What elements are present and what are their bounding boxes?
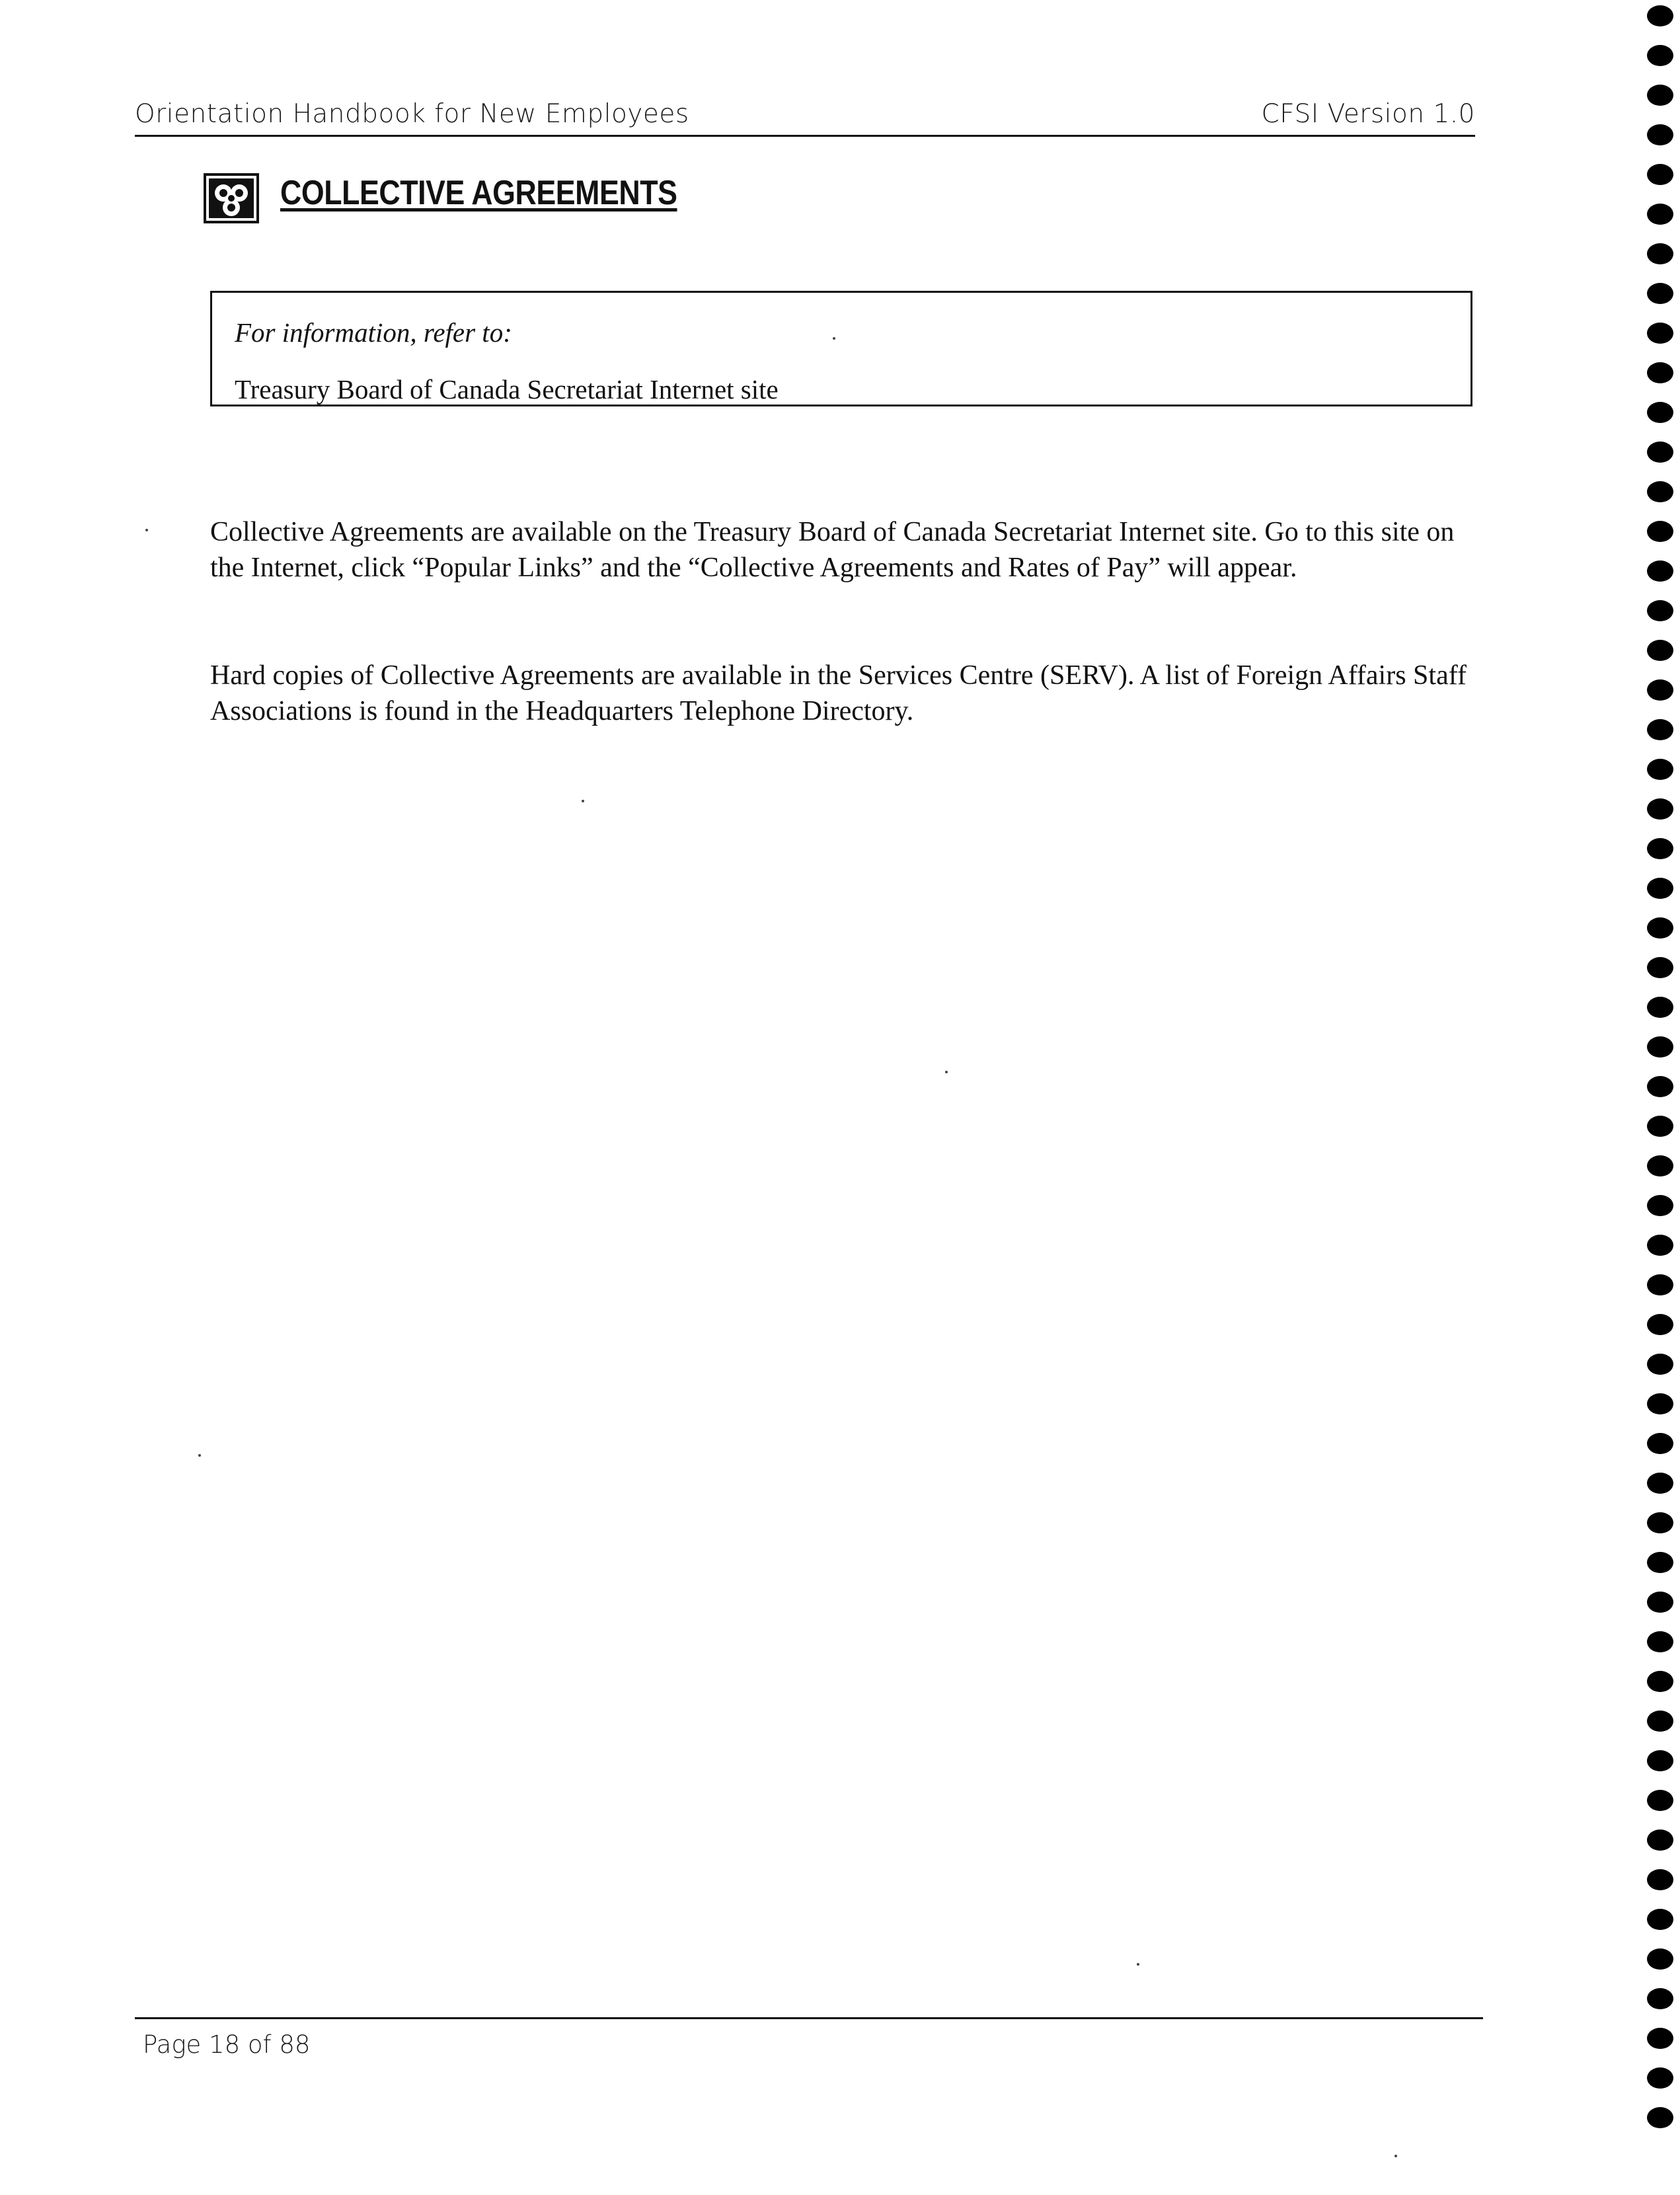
scan-speck bbox=[582, 800, 584, 802]
reference-source: Treasury Board of Canada Secretariat Internet site bbox=[235, 374, 779, 404]
binder-hole-icon bbox=[1647, 1790, 1673, 1811]
binder-hole-icon bbox=[1647, 1711, 1673, 1732]
trefoil-emblem-icon bbox=[204, 173, 259, 223]
scan-speck bbox=[945, 1071, 948, 1073]
binder-hole-icon bbox=[1647, 1195, 1673, 1216]
binder-hole-icon bbox=[1647, 442, 1673, 463]
reference-intro: For information, refer to: bbox=[235, 317, 512, 348]
binder-hole-icon bbox=[1647, 1235, 1673, 1256]
binder-hole-icon bbox=[1647, 1473, 1673, 1494]
binder-hole-icon bbox=[1647, 481, 1673, 502]
binder-hole-icon bbox=[1647, 1829, 1673, 1851]
binder-hole-icon bbox=[1647, 1393, 1673, 1414]
binder-hole-icon bbox=[1647, 85, 1673, 106]
binder-hole-icon bbox=[1647, 1552, 1673, 1573]
binder-hole-icon bbox=[1647, 1512, 1673, 1533]
header-title: Orientation Handbook for New Employees bbox=[135, 99, 689, 129]
footer-rule bbox=[135, 2017, 1483, 2019]
reference-box bbox=[210, 291, 1472, 406]
binder-hole-icon bbox=[1647, 1631, 1673, 1652]
binder-hole-icon bbox=[1647, 164, 1673, 185]
binder-hole-icon bbox=[1647, 1274, 1673, 1295]
binder-hole-icon bbox=[1647, 2107, 1673, 2128]
binder-hole-icon bbox=[1647, 204, 1673, 225]
binder-hole-icon bbox=[1647, 1909, 1673, 1930]
binder-hole-icon bbox=[1647, 1036, 1673, 1058]
binder-hole-icon bbox=[1647, 997, 1673, 1018]
binder-hole-icon bbox=[1647, 323, 1673, 344]
page-number: Page 18 of 88 bbox=[143, 2030, 311, 2059]
binder-hole-icon bbox=[1647, 521, 1673, 542]
binder-hole-icon bbox=[1647, 2067, 1673, 2089]
binder-hole-icon bbox=[1647, 1314, 1673, 1335]
header-version: CFSI Version 1.0 bbox=[1261, 99, 1475, 129]
section-title: COLLECTIVE AGREEMENTS bbox=[280, 174, 677, 212]
binder-hole-icon bbox=[1647, 917, 1673, 939]
binder-hole-icon bbox=[1647, 362, 1673, 383]
binder-hole-icon bbox=[1647, 600, 1673, 621]
binder-hole-icon bbox=[1647, 679, 1673, 701]
binder-hole-icon bbox=[1647, 2028, 1673, 2049]
binder-hole-icon bbox=[1647, 1671, 1673, 1692]
binder-hole-icon bbox=[1647, 1354, 1673, 1375]
binder-hole-icon bbox=[1647, 640, 1673, 661]
binder-hole-icon bbox=[1647, 1988, 1673, 2009]
binder-hole-icon bbox=[1647, 1869, 1673, 1890]
binder-hole-icon bbox=[1647, 243, 1673, 264]
binder-hole-icon bbox=[1647, 1155, 1673, 1176]
scan-speck bbox=[198, 1454, 201, 1457]
binder-hole-icon bbox=[1647, 5, 1673, 26]
scan-speck bbox=[833, 337, 835, 340]
binder-hole-icon bbox=[1647, 838, 1673, 859]
binder-hole-icon bbox=[1647, 798, 1673, 820]
binder-hole-icon bbox=[1647, 719, 1673, 740]
binder-hole-icon bbox=[1647, 124, 1673, 145]
paragraph-hard-copies: Hard copies of Collective Agreements are available in the Services Centre (SERV). A list of Foreign Affairs Staff Associations is found in the Headquarters Telephone Directory. bbox=[210, 660, 1467, 726]
scan-speck bbox=[1394, 2155, 1397, 2157]
scan-speck bbox=[1137, 1963, 1139, 1966]
binder-hole-icon bbox=[1647, 1116, 1673, 1137]
scan-speck bbox=[145, 529, 148, 531]
binder-hole-icon bbox=[1647, 1076, 1673, 1097]
binder-hole-icon bbox=[1647, 402, 1673, 423]
paragraph-availability: Collective Agreements are available on the Treasury Board of Canada Secretariat Internet site. Go to this site on the Internet, click “Popular Links” and the “Collective Agreements and Rates of Pay” will appear. bbox=[210, 517, 1455, 583]
binder-hole-icon bbox=[1647, 1750, 1673, 1771]
binder-hole-icon bbox=[1647, 1433, 1673, 1454]
binder-hole-icon bbox=[1647, 283, 1673, 304]
binder-hole-icon bbox=[1647, 560, 1673, 582]
binder-hole-icon bbox=[1647, 1592, 1673, 1613]
spiral-binding bbox=[1640, 0, 1680, 2195]
binder-hole-icon bbox=[1647, 759, 1673, 780]
binder-hole-icon bbox=[1647, 957, 1673, 978]
binder-hole-icon bbox=[1647, 45, 1673, 66]
header-rule bbox=[135, 135, 1475, 137]
binder-hole-icon bbox=[1647, 878, 1673, 899]
binder-hole-icon bbox=[1647, 1948, 1673, 1970]
